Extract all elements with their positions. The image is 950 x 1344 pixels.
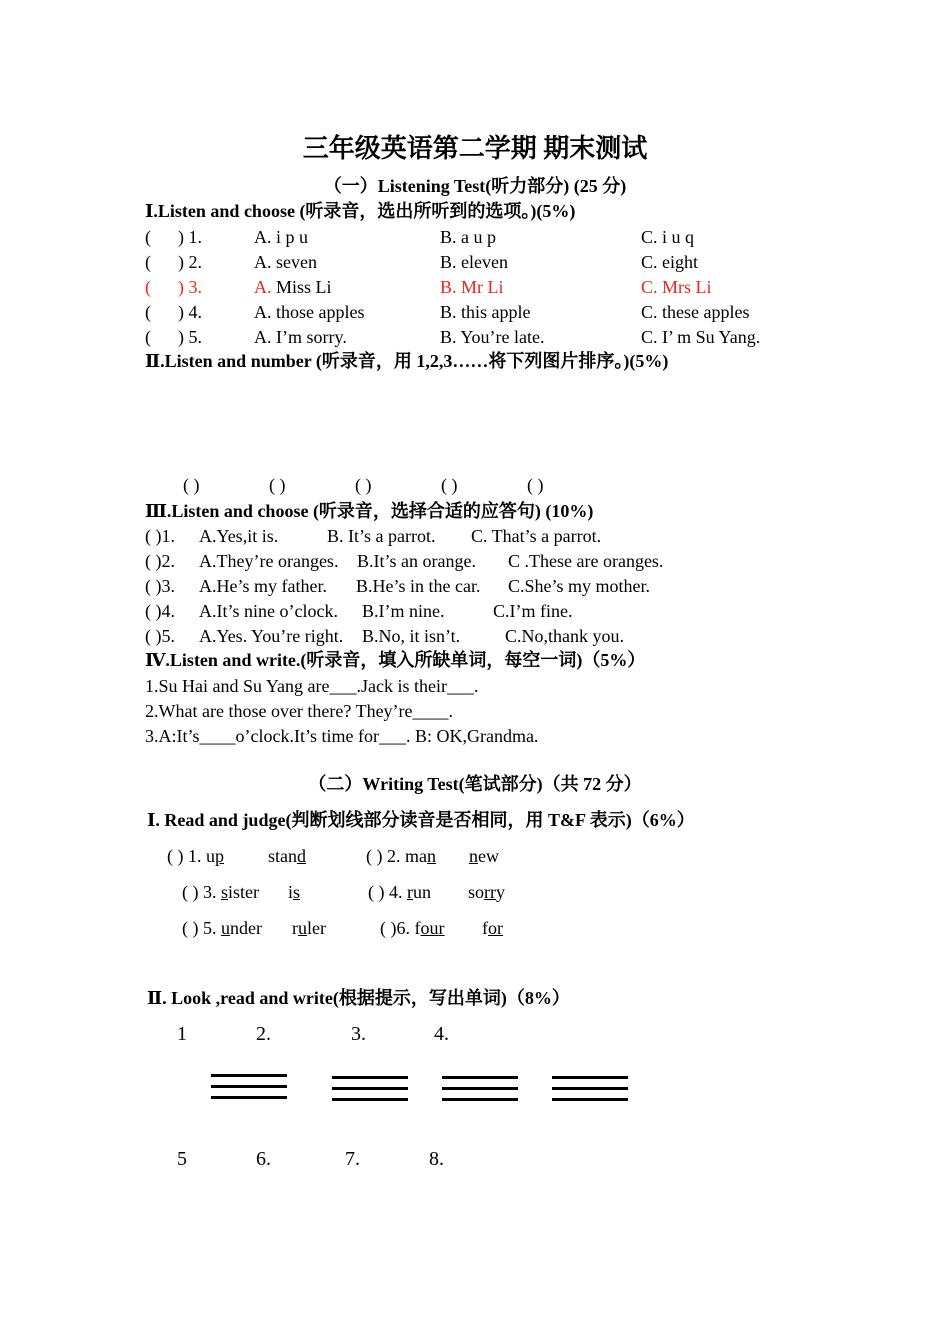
writing-lines[interactable] <box>442 1076 518 1109</box>
part2-heading: （二）Writing Test(笔试部分)（共 72 分） <box>308 774 642 794</box>
judge-word: new <box>469 846 499 866</box>
answer-blank[interactable]: ( ) <box>441 475 458 495</box>
s1-heading: Ⅰ.Listen and choose (听录音，选出所听到的选项。)(5%) <box>145 201 576 221</box>
answer-blank[interactable]: ( ) <box>527 475 544 495</box>
judge-item: ( ) 5. under <box>182 918 262 938</box>
w2-heading: Ⅱ. Look ,read and write(根据提示，写出单词)（8%） <box>147 988 570 1008</box>
judge-item: ( ) 1. up <box>167 846 224 866</box>
judge-word: sorry <box>468 882 506 902</box>
answer-blank[interactable]: ( ) <box>269 475 286 495</box>
s4-heading: Ⅳ.Listen and write.(听录音，填入所缺单词，每空一词)（5%） <box>145 650 646 670</box>
w1-heading: Ⅰ. Read and judge(判断划线部分读音是否相同，用 T&F 表示)（6%） <box>147 810 695 830</box>
picture-number: 8. <box>429 1148 444 1170</box>
picture-number: 3. <box>351 1023 366 1045</box>
fill-in-line: 2.What are those over there? They’re____. <box>145 701 454 721</box>
judge-word: for <box>482 918 503 938</box>
picture-number: 4. <box>434 1023 449 1045</box>
writing-lines[interactable] <box>211 1074 287 1107</box>
judge-word: stand <box>268 846 306 866</box>
picture-number: 7. <box>345 1148 360 1170</box>
judge-item: ( )6. four <box>380 918 445 938</box>
judge-item: ( ) 4. run <box>368 882 431 902</box>
writing-lines[interactable] <box>332 1076 408 1109</box>
answer-blank[interactable]: ( ) <box>183 475 200 495</box>
page-title: 三年级英语第二学期 期末测试 <box>302 134 648 163</box>
fill-in-line: 1.Su Hai and Su Yang are___.Jack is their___. <box>145 676 479 696</box>
judge-item: ( ) 3. sister <box>182 882 260 902</box>
picture-number: 2. <box>256 1023 271 1045</box>
picture-number: 5 <box>177 1148 187 1170</box>
judge-word: ruler <box>292 918 326 938</box>
answer-blank[interactable]: ( ) <box>355 475 372 495</box>
judge-item: ( ) 2. man <box>366 846 436 866</box>
s3-heading: Ⅲ.Listen and choose (听录音，选择合适的应答句) (10%) <box>145 501 594 521</box>
fill-in-line: 3.A:It’s____o’clock.It’s time for___. B: OK,Grandma. <box>145 726 539 746</box>
writing-lines[interactable] <box>552 1076 628 1109</box>
picture-number: 6. <box>256 1148 271 1170</box>
picture-number: 1 <box>177 1023 187 1045</box>
judge-word: is <box>288 882 301 902</box>
part1-heading: （一）Listening Test(听力部分) (25 分) <box>323 176 627 196</box>
s2-heading: Ⅱ.Listen and number (听录音，用 1,2,3……将下列图片排序。)(5%) <box>145 351 669 371</box>
